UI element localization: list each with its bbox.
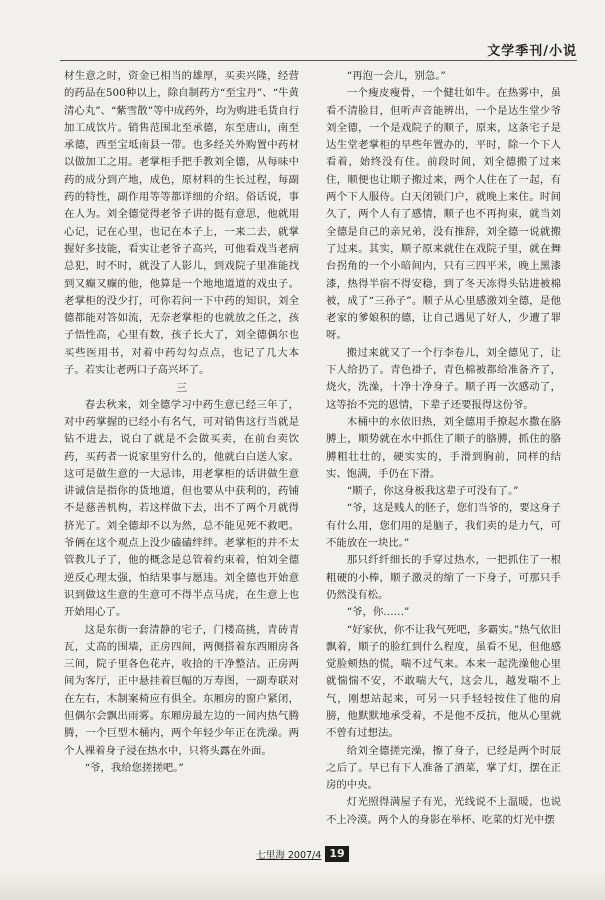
- paragraph: “好家伙，你不让我气死吧，多霸实。”热气依旧飘着，顺子的脸红到什么程度，虽看不见，但他感觉脸颊热的慌，喘不过气来。本来一起洗澡他心里就惴惴不安，不敢喘大气，这会儿，越发喘不上气，刚想站起来，可另一只手轻轻按住了他的肩膀，他默默地承受着，不是他不反抗，他从心里就不曾有过想法。: [326, 623, 561, 740]
- section-number: 三: [176, 381, 187, 395]
- page-footer: [0, 846, 605, 862]
- paragraph: “顺子，你这身板我这辈子可没有了。”: [346, 485, 519, 498]
- paragraph: 这是东街一套清静的宅子，门楼高挑，青砖青瓦，丈高的围墙，正房四间，两侧搭着东西厢房各三间，院子里各色花卉，收拾的干净整洁。正房两间为客厅，正中悬挂着巨幅的万寿图，一副寿联对在左右，木制案椅应有俱全。东厢房的窗户紧闭，但偶尔会飘出雨雾。东厢房最左边的一间内热气腾腾，一个巨型木桶内，两个年轻少年正在洗澡。两个人裸着身子浸在热水中，只将头露在外面。: [64, 623, 299, 757]
- right-column: [326, 68, 561, 829]
- magazine-issue: 七里海 2007/4: [256, 850, 322, 861]
- paragraph: 木桶中的水依旧热，刘全德用手撩起水撒在胳膊上，顺势就在水中抓住了顺子的胳膊，抓住的胳膊粗壮壮的，硬实实的，手滑到胸前，同样的结实、饱满，手仍在下滑。: [326, 415, 561, 480]
- paragraph: 春去秋来，刘全德学习中药生意已经三年了，对中药掌握的已经小有名气，可对销售这行当就是钻不进去，说白了就是不会做买卖，在前台卖饮药，买药者一说家里穷什么的，他就白白送人家。这可是做生意的一大忌讳，用老掌柜的话讲做生意讲诚信是指你的货地道，但也要从中获利的，药铺不是慈善机构，若这样做下去，出不了两个月就得挤光了。刘全德却不以为然，总不能见死不救吧。爷俩在这个观点上没少磕磕绊绊。老掌柜的并不太管教儿子了，他的概念是总管着约束着，怕刘全德逆反心理太强，怕结果事与愿违。刘全德也开始意识到做这生意的生意可不得半点马虎，在生意上也开始用心了。: [64, 398, 299, 619]
- scan-shadow: [0, 870, 605, 900]
- paragraph: 灯光照得满屋子有光，光线说不上温暖，也说不上冷漠。两个人的身影在举杯、吃菜的灯光中摆: [326, 796, 561, 826]
- paragraph: “再泡一会儿，别急。”: [346, 70, 446, 82]
- paragraph: 材生意之时，资金已相当的雄厚，买卖兴隆，经营的药品在500种以上，除自制药方“至宝丹”、“牛黄清心丸”、“紫雪散”等中成药外，均为购进毛货自行加工成饮片。销售范围北至承德，东至唐山，南至承德，西至宝坻南县一带。也多经关外购置中药材以做加工之用。老掌柜手把手教刘全德，从每味中药的成分到产地，成色，原材料的生长过程，每副药的特性，副作用等等都详细的介绍。俗话说，事在人为。刘全德觉得老爷子讲的挺有意思，他就用心记，记在心里，也记在本子上，一来二去，就掌握好多技能，看实让老爷子高兴，可他看戏当老病总犯，时不时，就没了人影儿，到戏院子里准能找到又癫又癫的他，他算是一个地地道道的戏虫子。老掌柜的没少打，可你若问一下中药的知识，刘全德都能对答如流，无奈老掌柜的也就放之任之，孩子悟性高，心里有数，孩子长大了，刘全德偶尔也买些医用书，对着中药勾勾点点，也记了几大本子。若实让老两口子高兴坏了。: [64, 70, 299, 377]
- paragraph: “爷，我给您搓搓吧。”: [84, 761, 184, 774]
- page-number: 19: [325, 846, 348, 862]
- paragraph: “爷，这是贱人的胚子，您们当爷的，要这身子有什么用，您们用的是脑子，我们卖的是力气，可不能放在一块比。”: [326, 502, 561, 550]
- paragraph: 一个瘦皮瘦骨，一个健壮如牛。在热雾中，虽看不清脸目，但听声音能辨出，一个是达生堂少爷刘全德，一个是戏院子的顺子，原来，这条宅子是达生堂老掌柜的早些年置办的，平时，除一个下人看着，始终没有住。前段时间，刘全德搬了过来住，顺便也让顺子搬过来，两个人住在了一起，有两个下人服侍。白天闭锁门户，就晚上来住。时间久了，两个人有了感情，顺子也不再拘束，就当刘全德是自己的亲兄弟，没有推辞，刘全德一说就搬了过来。其实，顺子原来就住在戏院子里，就在舞台拐角的一个小暗间内，只有三四平米，晚上黑漆漆，热得半宿不得安稳，到了冬天冻得头钻进被棉被，成了“三孙子”。顺子从心里感激刘全德，是他老家的爹娘积的德，让自己遇见了好人，少遭了罪呀。: [326, 87, 561, 342]
- header-rule: [60, 60, 577, 61]
- paragraph: “爷，你……”: [346, 606, 410, 619]
- paragraph: 搬过来就又了一个行李卷儿，刘全德见了，让下人给扔了。青色褂子，青色棉被都给准备齐了，烧火，洗澡，十净十净身子。顺子再一次感动了，这等抬不完的恩情，下辈子还要报得这份爷。: [326, 346, 561, 411]
- paragraph: 给刘全德搓完澡，擦了身子，已经是两个时辰之后了。早已有下人准备了酒菜，掌了灯，摆在正房的中央。: [326, 744, 561, 792]
- magazine-section-header: 文学季刊/小说: [487, 44, 577, 59]
- paragraph: 那只纤纤细长的手穿过热水，一把抓住了一根粗硬的小棒，顺子激灵的缩了一下身子，可那只手仍然没有松。: [326, 554, 561, 601]
- left-column: [64, 68, 299, 777]
